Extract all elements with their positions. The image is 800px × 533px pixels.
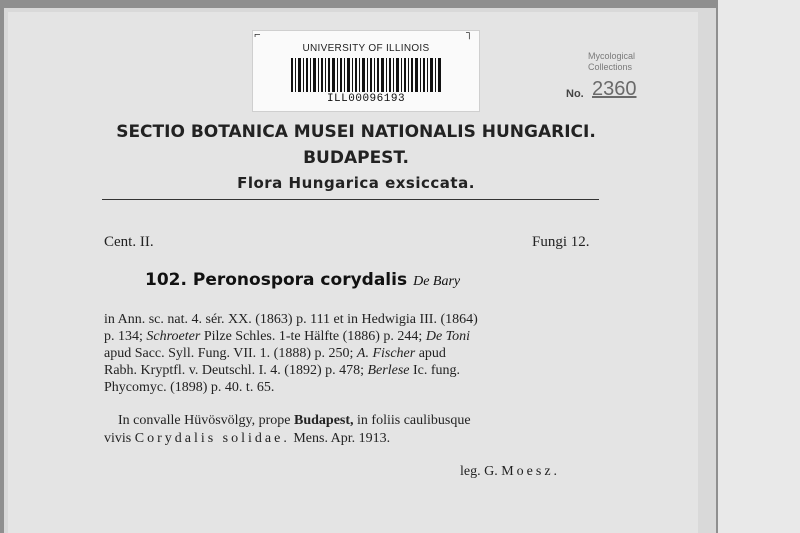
barcode-id: ILL00096193	[326, 93, 406, 105]
bib-author: Schroeter	[146, 329, 201, 344]
bib-author: Berlese	[367, 363, 410, 378]
host-species: Corydalis solidae.	[134, 431, 290, 446]
bib-text: p. 134;	[104, 329, 143, 344]
collector-line	[460, 464, 560, 480]
barcode-label	[252, 30, 480, 112]
institution-name: UNIVERSITY OF ILLINOIS	[302, 43, 430, 54]
barcode-graphic	[291, 58, 441, 92]
stamp-line-1: Mycological	[588, 51, 636, 61]
divider-line	[102, 199, 599, 200]
locality-line-1	[104, 413, 608, 429]
stamp-line-2: Collections	[588, 62, 633, 72]
bib-text: Pilze Schles. 1-te Hälfte (1886) p. 244;	[203, 329, 423, 344]
fungi-label: Fungi 12.	[532, 234, 590, 250]
species-title	[145, 270, 460, 290]
bib-text: Phycomyc. (1898) p. 40. t. 65.	[104, 380, 275, 395]
collector-name: Moesz.	[501, 464, 561, 479]
bib-text: in Ann. sc. nat. 4. sér. XX. (1863) p. 111 et in Hedwigia III. (1864)	[104, 312, 478, 327]
header-city: BUDAPEST.	[303, 148, 409, 168]
species-name: 102. Peronospora corydalis	[145, 270, 408, 290]
century-label: Cent. II.	[104, 234, 154, 250]
accession-number: 2360	[592, 78, 637, 100]
bib-text: Rabh. Kryptfl. v. Deutschl. I. 4. (1892) p. 478;	[104, 363, 364, 378]
species-author: De Bary	[413, 274, 461, 289]
locality-city: Budapest,	[294, 413, 354, 428]
bibliography-line-1	[104, 312, 608, 328]
collection-stamp	[588, 51, 635, 73]
collection-date: Mens. Apr. 1913.	[293, 431, 391, 446]
number-label: No.	[566, 88, 584, 100]
locality-line-2	[104, 431, 608, 447]
bibliography-line-5	[104, 380, 608, 396]
background-strip	[718, 0, 800, 533]
corner-mark-left: ⌐	[254, 30, 261, 42]
bib-author: A. Fischer	[356, 346, 416, 361]
bib-author: De Toni	[425, 329, 471, 344]
locality-text: in foliis caulibusque	[357, 413, 471, 428]
bib-text: apud Sacc. Syll. Fung. VII. 1. (1888) p. 250;	[104, 346, 354, 361]
bib-text: Ic. fung.	[412, 363, 461, 378]
bibliography-line-4	[104, 363, 608, 379]
bibliography-line-3	[104, 346, 608, 362]
corner-mark-right: ┐	[466, 28, 473, 40]
bib-text: apud	[418, 346, 446, 361]
header-series: Flora Hungarica exsiccata.	[237, 174, 475, 192]
collector-prefix: leg. G.	[460, 464, 498, 479]
locality-text: In convalle Hüvösvölgy, prope	[118, 413, 291, 428]
locality-text: vivis	[104, 431, 132, 446]
header-institution: SECTIO BOTANICA MUSEI NATIONALIS HUNGARICI.	[116, 122, 596, 142]
bibliography-line-2	[104, 329, 608, 345]
